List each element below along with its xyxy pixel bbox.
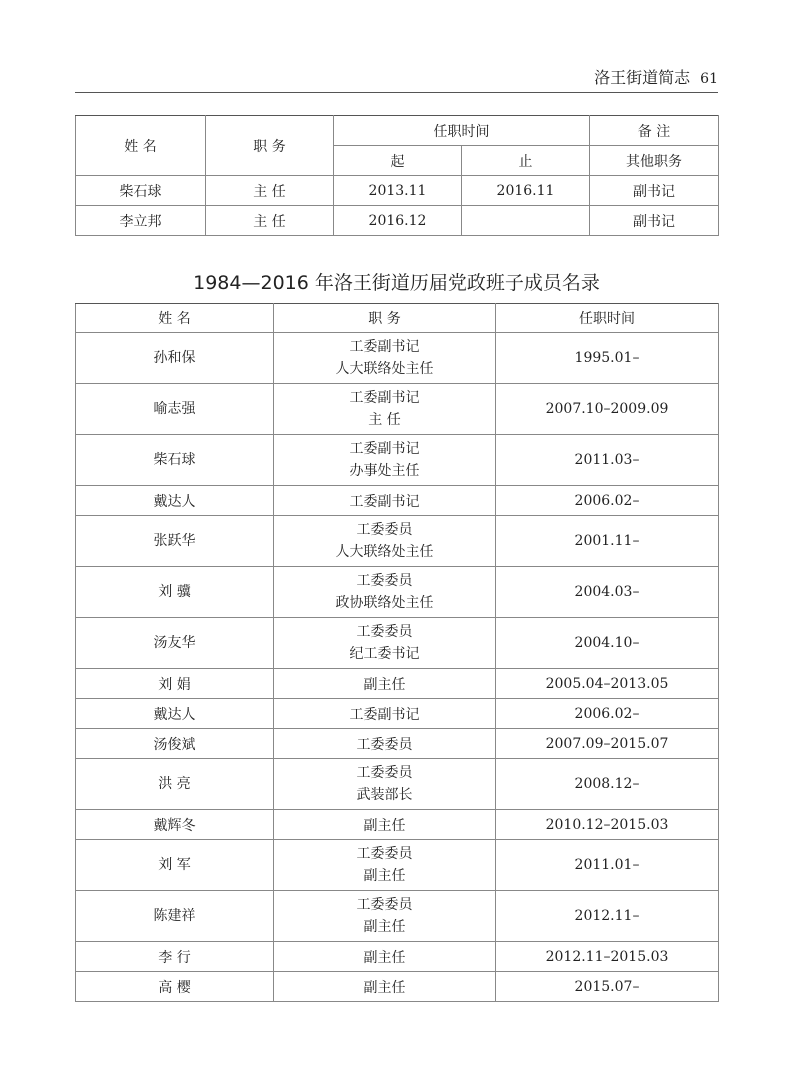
table-row — [76, 891, 719, 942]
tenure-cell: 2015.07– — [496, 972, 719, 1002]
tenure-cell: 2010.12–2015.03 — [496, 810, 719, 840]
position-line: 工委副书记 — [349, 339, 420, 355]
other-duties-header: 其他职务 — [590, 146, 719, 176]
position-cell — [274, 486, 496, 516]
position-line: 政协联络处主任 — [335, 595, 434, 611]
tenure-cell: 2008.12– — [496, 759, 719, 810]
position-line: 工委委员 — [356, 897, 413, 913]
position-line: 工委副书记 — [349, 390, 420, 406]
name-cell: 刘 娟 — [76, 669, 274, 699]
position-line: 工委委员 — [356, 765, 413, 781]
tenure-cell: 2006.02– — [496, 486, 719, 516]
name-cell: 李立邦 — [76, 206, 206, 236]
name-cell: 刘 骥 — [76, 567, 274, 618]
tenure-cell: 2004.03– — [496, 567, 719, 618]
name-cell: 陈建祥 — [76, 891, 274, 942]
position-line: 副主任 — [363, 919, 406, 935]
name-cell: 李 行 — [76, 942, 274, 972]
position-line: 纪工委书记 — [349, 646, 420, 662]
tenure-header: 任职时间 — [334, 116, 590, 146]
position-cell — [274, 669, 496, 699]
table-row — [76, 618, 719, 669]
position-line: 副主任 — [363, 676, 406, 693]
position-line: 工委副书记 — [349, 493, 420, 510]
tenure-cell: 2011.01– — [496, 840, 719, 891]
end-header: 止 — [462, 146, 590, 176]
name-header: 姓 名 — [76, 304, 274, 333]
position-line: 副主任 — [363, 868, 406, 884]
table-row — [76, 333, 719, 384]
position-cell — [274, 810, 496, 840]
position-line: 副主任 — [363, 979, 406, 996]
position-line: 人大联络处主任 — [335, 361, 434, 377]
position-cell — [274, 567, 496, 618]
position-cell: 主 任 — [206, 176, 334, 206]
position-line: 工委副书记 — [349, 706, 420, 723]
table-row — [76, 942, 719, 972]
directors-table — [75, 115, 719, 236]
name-cell: 戴达人 — [76, 699, 274, 729]
position-cell — [274, 618, 496, 669]
name-cell: 张跃华 — [76, 516, 274, 567]
table-row — [76, 486, 719, 516]
end-cell — [462, 206, 590, 236]
start-cell: 2013.11 — [334, 176, 462, 206]
position-cell — [274, 840, 496, 891]
position-cell — [274, 333, 496, 384]
other-cell: 副书记 — [590, 176, 719, 206]
name-cell: 刘 军 — [76, 840, 274, 891]
position-cell — [274, 891, 496, 942]
tenure-cell: 2007.10–2009.09 — [496, 384, 719, 435]
leadership-roster-table — [75, 303, 719, 1002]
position-cell — [274, 516, 496, 567]
position-cell — [274, 384, 496, 435]
position-line: 副主任 — [363, 817, 406, 834]
position-line: 主 任 — [368, 412, 401, 428]
name-cell: 洪 亮 — [76, 759, 274, 810]
position-line: 工委委员 — [356, 573, 413, 589]
position-header: 职 务 — [206, 116, 334, 176]
name-cell: 汤俊斌 — [76, 729, 274, 759]
table-row — [76, 972, 719, 1002]
tenure-cell: 2001.11– — [496, 516, 719, 567]
table-row — [76, 567, 719, 618]
position-cell — [274, 942, 496, 972]
name-cell: 高 樱 — [76, 972, 274, 1002]
start-cell: 2016.12 — [334, 206, 462, 236]
table-row — [76, 699, 719, 729]
position-cell — [274, 435, 496, 486]
table-row — [76, 840, 719, 891]
name-header: 姓 名 — [76, 116, 206, 176]
position-line: 武装部长 — [356, 787, 413, 803]
tenure-header: 任职时间 — [496, 304, 719, 333]
tenure-cell: 2011.03– — [496, 435, 719, 486]
table-row — [76, 516, 719, 567]
book-title: 洛王街道简志 — [594, 68, 691, 87]
tenure-cell: 2005.04–2013.05 — [496, 669, 719, 699]
name-cell: 汤友华 — [76, 618, 274, 669]
table-row — [76, 810, 719, 840]
tenure-cell: 2007.09–2015.07 — [496, 729, 719, 759]
end-cell: 2016.11 — [462, 176, 590, 206]
table-row — [76, 729, 719, 759]
table-row — [76, 206, 719, 236]
tenure-cell: 1995.01– — [496, 333, 719, 384]
remarks-header: 备 注 — [590, 116, 719, 146]
name-cell: 戴辉冬 — [76, 810, 274, 840]
position-line: 副主任 — [363, 949, 406, 966]
position-cell — [274, 972, 496, 1002]
name-cell: 孙和保 — [76, 333, 274, 384]
position-cell — [274, 699, 496, 729]
position-cell: 主 任 — [206, 206, 334, 236]
position-line: 工委委员 — [356, 846, 413, 862]
position-line: 人大联络处主任 — [335, 544, 434, 560]
name-cell: 喻志强 — [76, 384, 274, 435]
position-line: 工委委员 — [356, 624, 413, 640]
running-header — [75, 64, 718, 93]
position-header: 职 务 — [274, 304, 496, 333]
tenure-cell: 2006.02– — [496, 699, 719, 729]
position-line: 工委委员 — [356, 522, 413, 538]
page-number: 61 — [700, 71, 718, 87]
table-row — [76, 384, 719, 435]
position-line: 工委委员 — [356, 736, 413, 753]
start-header: 起 — [334, 146, 462, 176]
name-cell: 柴石球 — [76, 435, 274, 486]
tenure-cell: 2012.11– — [496, 891, 719, 942]
table-row — [76, 176, 719, 206]
table-row — [76, 669, 719, 699]
table-row — [76, 435, 719, 486]
tenure-cell: 2012.11–2015.03 — [496, 942, 719, 972]
other-cell: 副书记 — [590, 206, 719, 236]
position-cell — [274, 729, 496, 759]
position-line: 工委副书记 — [349, 441, 420, 457]
name-cell: 柴石球 — [76, 176, 206, 206]
name-cell: 戴达人 — [76, 486, 274, 516]
position-line: 办事处主任 — [349, 463, 420, 479]
tenure-cell: 2004.10– — [496, 618, 719, 669]
table-row — [76, 759, 719, 810]
position-cell — [274, 759, 496, 810]
section-title: 1984—2016 年洛王街道历届党政班子成员名录 — [193, 272, 600, 294]
